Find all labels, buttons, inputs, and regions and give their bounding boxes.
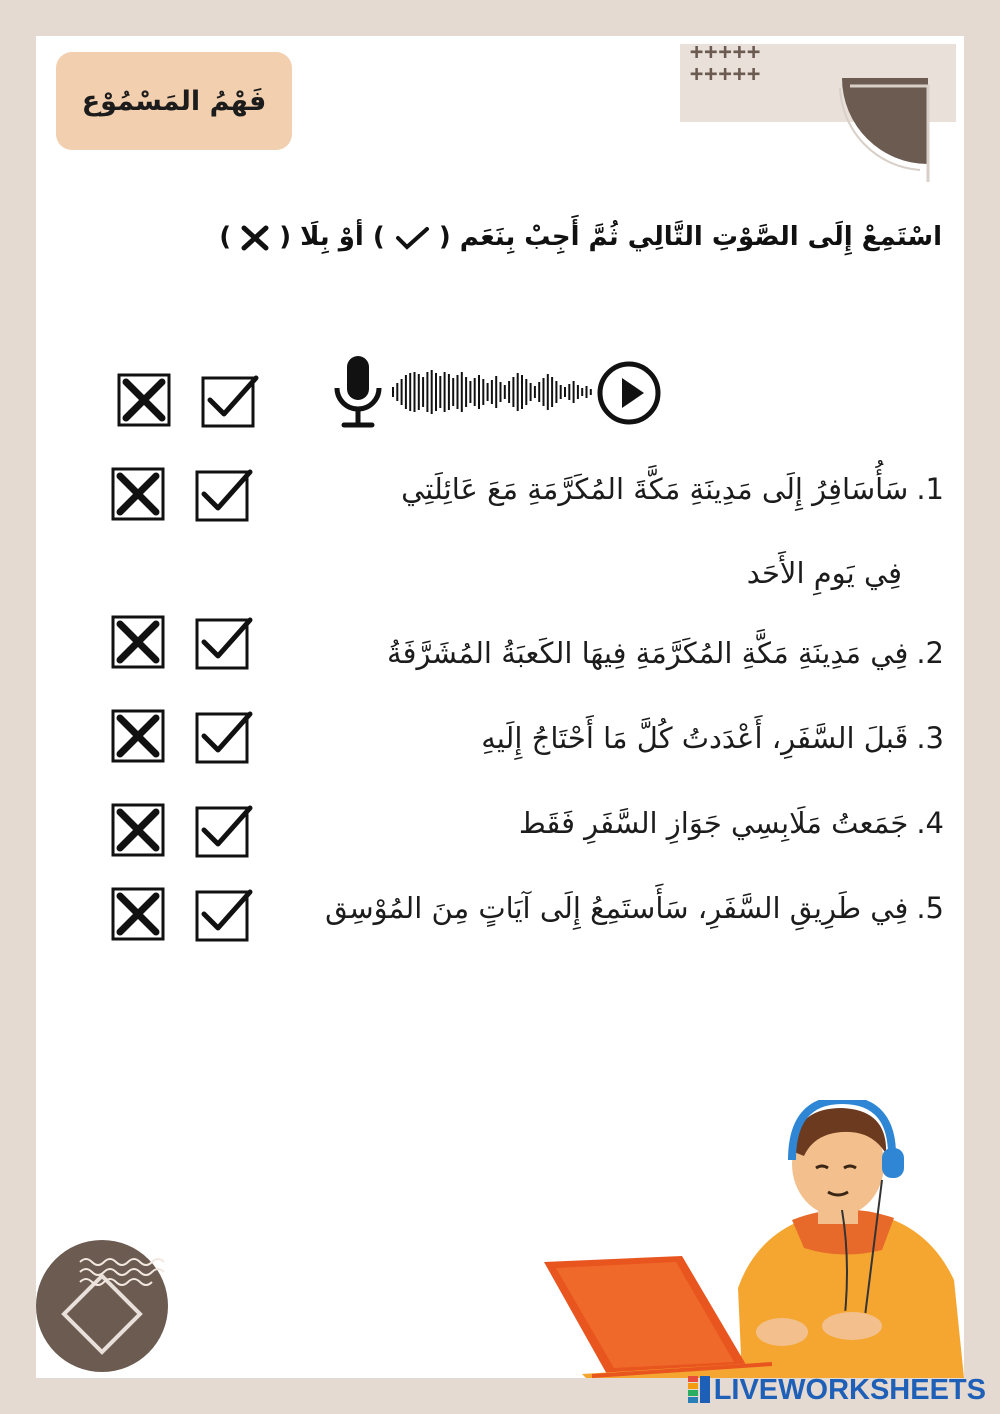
waveform-bar <box>465 377 467 407</box>
waveform-bar <box>586 386 588 398</box>
waveform-bar <box>457 375 459 409</box>
question-number: 3. <box>916 721 944 755</box>
audio-waveform <box>390 368 596 416</box>
question-1 <box>304 472 944 506</box>
liveworksheets-logo-icon <box>688 1376 710 1404</box>
play-button[interactable] <box>596 360 662 426</box>
waveform-bar <box>508 381 510 403</box>
footer-branding <box>688 1374 986 1406</box>
question-number: 1. <box>916 472 944 506</box>
waveform-bar <box>551 377 553 407</box>
answer-no-button[interactable] <box>110 708 170 766</box>
decorative-circle <box>36 1234 206 1378</box>
checkmark-icon <box>194 614 254 672</box>
waveform-bar <box>504 385 506 399</box>
question-5 <box>304 891 944 925</box>
waveform-bar <box>405 375 407 409</box>
instruction-part1: اسْتَمِعْ إِلَى الصَّوْتِ التَّالِي ثُمَّ أَجِبْ بِنَعَم ( <box>438 222 942 252</box>
waveform-bar <box>452 378 454 406</box>
decorative-plus-grid: +++++ +++++ <box>690 40 762 87</box>
waveform-bar <box>590 389 592 395</box>
answer-no-button[interactable] <box>110 466 170 524</box>
x-mark-icon <box>110 614 170 672</box>
x-mark-icon <box>110 802 170 860</box>
instruction-part3: ) <box>219 222 232 252</box>
waveform-bar <box>512 377 514 407</box>
answer-no-button[interactable] <box>116 372 176 430</box>
waveform-bar <box>396 383 398 401</box>
waveform-bar <box>573 381 575 403</box>
checkmark-icon <box>194 802 254 860</box>
waveform-bar <box>543 378 545 406</box>
x-mark-icon <box>110 886 170 944</box>
waveform-bar <box>461 372 463 412</box>
waveform-bar <box>517 373 519 411</box>
waveform-bar <box>500 382 502 402</box>
checkmark-icon <box>194 886 254 944</box>
waveform-bar <box>478 375 480 409</box>
waveform-bar <box>444 372 446 412</box>
checkmark-icon <box>394 226 430 250</box>
waveform-bar <box>495 376 497 408</box>
question-1-continued: فِي يَومِ الأَحَد <box>746 556 902 590</box>
answer-no-button[interactable] <box>110 802 170 860</box>
waveform-bar <box>409 373 411 411</box>
waveform-bar <box>487 383 489 401</box>
instruction-part2: ) أوْ بِلَا ( <box>279 222 385 252</box>
waveform-bar <box>482 379 484 405</box>
worksheet-page <box>36 36 964 1378</box>
checkmark-icon <box>194 466 254 524</box>
question-4 <box>304 806 944 840</box>
waveform-bar <box>431 370 433 414</box>
waveform-bar <box>401 379 403 405</box>
waveform-bar <box>448 374 450 410</box>
audio-player <box>332 354 672 430</box>
waveform-bar <box>521 375 523 409</box>
waveform-bar <box>555 381 557 403</box>
question-text: فِي طَرِيقِ السَّفَرِ، سَأَستَمِعُ إِلَى آيَاتٍ مِنَ المُوْسِق <box>325 891 909 925</box>
answer-yes-button[interactable] <box>200 372 260 430</box>
waveform-bar <box>530 383 532 401</box>
question-text: قَبلَ السَّفَرِ، أَعْدَدتُ كُلَّ مَا أَحْتَاجُ إِلَيهِ <box>481 721 909 755</box>
question-text: سَأُسَافِرُ إِلَى مَدِينَةِ مَكَّةَ المُكَرَّمَةِ مَعَ عَائِلَتِي <box>401 472 909 506</box>
x-mark-icon <box>110 466 170 524</box>
student-with-headphones-illustration <box>542 1100 964 1378</box>
brand-name: LIVEWORKSHEETS <box>713 1373 986 1406</box>
waveform-bar <box>534 386 536 398</box>
waveform-bar <box>422 377 424 407</box>
question-text: فِي مَدِينَةِ مَكَّةِ المُكَرَّمَةِ فِيهَا الكَعبَةُ المُشَرَّفَةُ <box>387 636 909 670</box>
answer-yes-button[interactable] <box>194 614 254 672</box>
waveform-bar <box>474 378 476 406</box>
answer-yes-button[interactable] <box>194 802 254 860</box>
waveform-bar <box>435 373 437 411</box>
question-2 <box>304 636 944 670</box>
waveform-bar <box>491 380 493 404</box>
waveform-bar <box>392 387 394 397</box>
question-number: 5. <box>916 891 944 925</box>
waveform-bar <box>547 374 549 410</box>
answer-no-button[interactable] <box>110 614 170 672</box>
waveform-bar <box>426 372 428 412</box>
microphone-icon <box>332 354 384 430</box>
question-number: 2. <box>916 636 944 670</box>
instruction-text <box>62 222 942 252</box>
waveform-bar <box>560 385 562 399</box>
checkmark-icon <box>200 372 260 430</box>
waveform-bar <box>564 387 566 397</box>
answer-yes-button[interactable] <box>194 708 254 766</box>
x-mark-icon <box>116 372 176 430</box>
answer-yes-button[interactable] <box>194 466 254 524</box>
checkmark-icon <box>194 708 254 766</box>
waveform-bar <box>418 374 420 410</box>
answer-no-button[interactable] <box>110 886 170 944</box>
waveform-bar <box>469 381 471 403</box>
page-title: فَهْمُ المَسْمُوْع <box>56 52 292 150</box>
question-number: 4. <box>916 806 944 840</box>
x-mark-icon <box>240 224 270 252</box>
waveform-bar <box>525 379 527 405</box>
question-text: جَمَعتُ مَلَابِسِي جَوَازِ السَّفَرِ فَقَط <box>518 806 909 840</box>
waveform-bar <box>577 385 579 399</box>
waveform-bar <box>439 376 441 408</box>
decorative-quarter-circle <box>836 72 946 182</box>
waveform-bar <box>581 388 583 396</box>
x-mark-icon <box>110 708 170 766</box>
answer-yes-button[interactable] <box>194 886 254 944</box>
question-3 <box>304 721 944 755</box>
waveform-bar <box>568 384 570 400</box>
waveform-bar <box>414 372 416 412</box>
waveform-bar <box>538 382 540 402</box>
